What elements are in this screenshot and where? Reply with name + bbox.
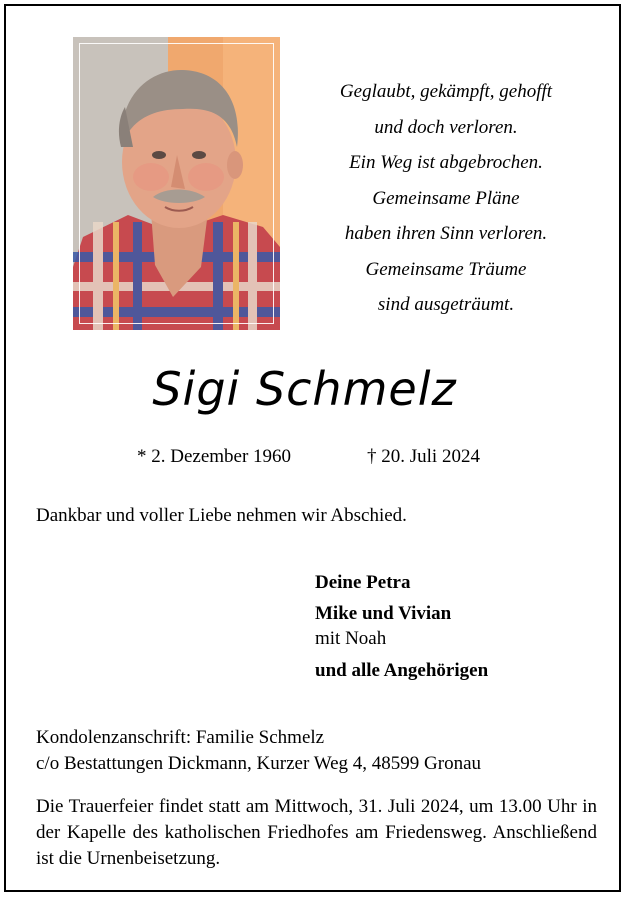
poem-line: und doch verloren. bbox=[374, 116, 518, 138]
birth-date: * 2. Dezember 1960 bbox=[137, 446, 292, 467]
photo-inner-border bbox=[79, 43, 274, 324]
poem-line: Ein Weg ist abgebrochen. bbox=[349, 152, 543, 173]
poem-line: Geglaubt, gekämpft, gehofft bbox=[339, 81, 553, 102]
address-line: c/o Bestattungen Dickmann, Kurzer Weg 4, 48599 Gronau bbox=[36, 753, 482, 774]
mourner-line: Mike und Vivian bbox=[315, 603, 452, 624]
death-date: † 20. Juli 2024 bbox=[367, 446, 480, 467]
address-line: Kondolenzanschrift: Familie Schmelz bbox=[36, 727, 325, 748]
mourner-line: und alle Angehörigen bbox=[315, 660, 489, 681]
mourner-line: Deine Petra bbox=[315, 572, 411, 593]
portrait-photo bbox=[73, 37, 280, 330]
obituary-notice bbox=[4, 4, 621, 892]
mourner-line: mit Noah bbox=[315, 628, 387, 649]
deceased-name: Sigi Schmelz bbox=[152, 362, 457, 416]
condolence-address bbox=[36, 725, 481, 777]
poem-line: Gemeinsame Träume bbox=[365, 258, 527, 280]
poem-line: sind ausgeträumt. bbox=[377, 294, 515, 315]
poem-line: haben ihren Sinn verloren. bbox=[344, 223, 548, 244]
ceremony-info: Die Trauerfeier findet statt am Mittwoch, 31. Juli 2024, um 13.00 Uhr in der Kapelle des katholischen Friedhofes am Friedensweg. Anschließend ist die Urnenbeisetzung. bbox=[36, 796, 597, 869]
farewell-text: Dankbar und voller Liebe nehmen wir Abschied. bbox=[36, 505, 407, 526]
poem-line: Gemeinsame Pläne bbox=[372, 187, 520, 209]
poem bbox=[306, 74, 586, 323]
